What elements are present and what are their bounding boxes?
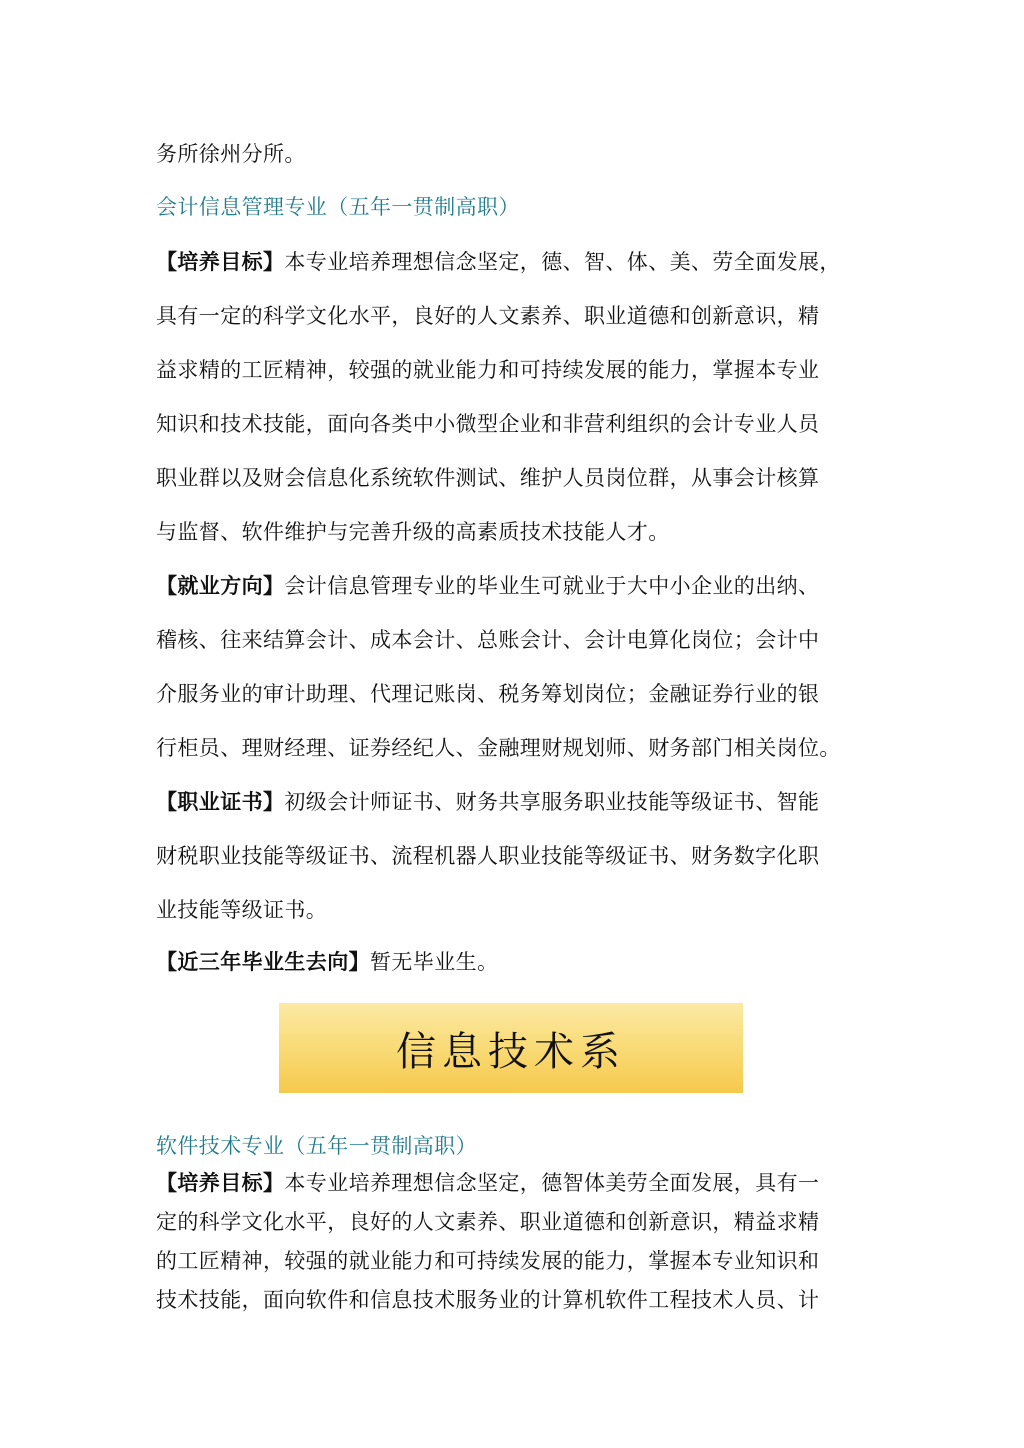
training-goal-paragraph-line bbox=[156, 1167, 819, 1197]
paragraph-line: 技术技能，面向软件和信息技术服务业的计算机软件工程技术人员、计 bbox=[156, 1288, 820, 1312]
paragraph-text: 暂无毕业生。 bbox=[370, 950, 499, 974]
paragraph-line: 与监督、软件维护与完善升级的高素质技术技能人才。 bbox=[156, 520, 670, 544]
major-heading-accounting: 会计信息管理专业（五年一贯制高职） bbox=[156, 195, 520, 219]
paragraph-line: 知识和技术技能，面向各类中小微型企业和非营利组织的会计专业人员 bbox=[156, 412, 820, 436]
certificate-label: 【职业证书】 bbox=[156, 790, 285, 814]
section-software bbox=[156, 0, 884, 1448]
paragraph-line: 益求精的工匠精神，较强的就业能力和可持续发展的能力，掌握本专业 bbox=[156, 358, 820, 382]
major-heading-software: 软件技术专业（五年一贯制高职） bbox=[156, 1134, 477, 1158]
training-goal-label: 【培养目标】 bbox=[156, 250, 285, 274]
paragraph-text: 初级会计师证书、财务共享服务职业技能等级证书、智能 bbox=[284, 790, 820, 814]
paragraph-text: 本专业培养理想信念坚定，德智体美劳全面发展，具有一 bbox=[284, 1171, 820, 1195]
paragraph-text: 会计信息管理专业的毕业生可就业于大中小企业的出纳、 bbox=[284, 574, 820, 598]
paragraph-line: 定的科学文化水平，良好的人文素养、职业道德和创新意识，精益求精 bbox=[156, 1210, 820, 1234]
paragraph-line: 具有一定的科学文化水平，良好的人文素养、职业道德和创新意识，精 bbox=[156, 304, 820, 328]
graduates-label: 【近三年毕业生去向】 bbox=[156, 950, 370, 974]
paragraph-text: 本专业培养理想信念坚定，德、智、体、美、劳全面发展， bbox=[284, 250, 841, 274]
paragraph-line: 行柜员、理财经理、证券经纪人、金融理财规划师、财务部门相关岗位。 bbox=[156, 736, 841, 760]
paragraph-line: 财税职业技能等级证书、流程机器人职业技能等级证书、财务数字化职 bbox=[156, 844, 820, 868]
training-goal-label: 【培养目标】 bbox=[156, 1171, 285, 1195]
continuation-line: 务所徐州分所。 bbox=[156, 142, 306, 166]
department-title: 信息技术系 bbox=[396, 1028, 626, 1075]
paragraph-line: 稽核、往来结算会计、成本会计、总账会计、会计电算化岗位；会计中 bbox=[156, 628, 820, 652]
paragraph-line: 介服务业的审计助理、代理记账岗、税务筹划岗位；金融证券行业的银 bbox=[156, 682, 820, 706]
paragraph-line: 的工匠精神，较强的就业能力和可持续发展的能力，掌握本专业知识和 bbox=[156, 1249, 820, 1273]
employment-label: 【就业方向】 bbox=[156, 574, 285, 598]
paragraph-line: 职业群以及财会信息化系统软件测试、维护人员岗位群，从事会计核算 bbox=[156, 466, 820, 490]
paragraph-line: 业技能等级证书。 bbox=[156, 898, 328, 922]
